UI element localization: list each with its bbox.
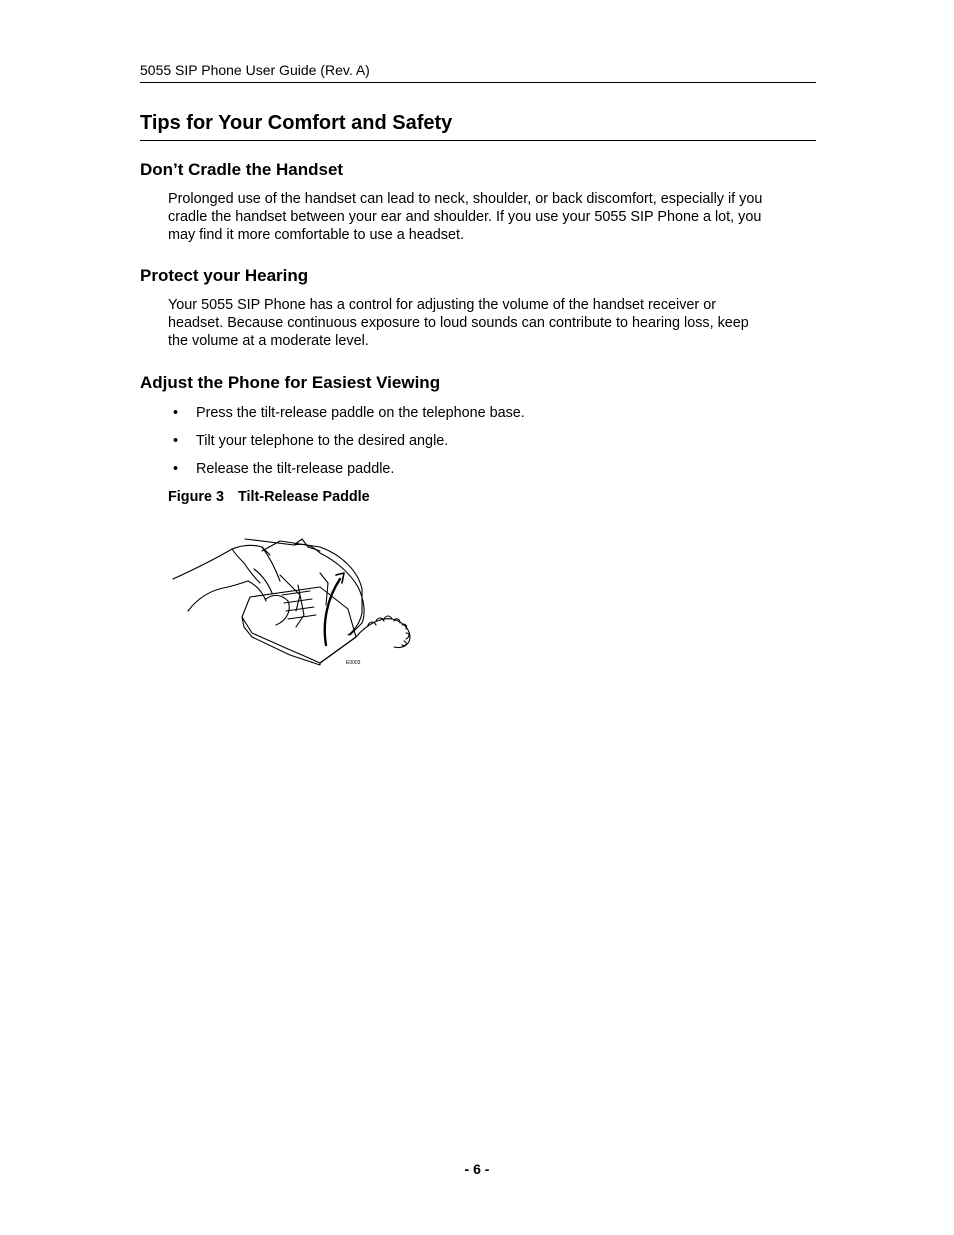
paragraph-line: Prolonged use of the handset can lead to neck, shoulder, or back discomfort, especially if you bbox=[168, 191, 763, 207]
thumb-outline bbox=[232, 549, 260, 583]
page-number: - 6 - bbox=[464, 1161, 490, 1177]
heading-protect-hearing: Protect your Hearing bbox=[140, 266, 309, 285]
cord-coils bbox=[368, 616, 409, 646]
heading-adjust-viewing: Adjust the Phone for Easiest Viewing bbox=[140, 373, 441, 392]
paragraph-line: cradle the handset between your ear and shoulder. If you use your 5055 SIP Phone a lot, you bbox=[168, 209, 762, 225]
heading-cradle-handset: Don’t Cradle the Handset bbox=[140, 160, 344, 179]
figure-code: E0003 bbox=[346, 660, 361, 666]
figure-number: Figure 3 bbox=[168, 489, 224, 505]
coiled-cord bbox=[356, 619, 410, 648]
title-rule bbox=[140, 140, 816, 141]
bullet-list bbox=[168, 404, 525, 488]
list-item-text: Release the tilt-release paddle. bbox=[196, 461, 395, 477]
bullet-icon: • bbox=[173, 405, 179, 421]
handset bbox=[245, 539, 364, 635]
figure-title: Tilt-Release Paddle bbox=[237, 489, 370, 505]
list-item bbox=[168, 460, 525, 488]
list-item-text: Tilt your telephone to the desired angle. bbox=[196, 433, 449, 449]
paragraph-line: may find it more comfortable to use a headset. bbox=[168, 227, 464, 243]
list-item bbox=[168, 432, 525, 460]
list-item-text: Press the tilt-release paddle on the telephone base. bbox=[196, 405, 525, 421]
paragraph-cradle-handset bbox=[168, 190, 818, 244]
paragraph-line: Your 5055 SIP Phone has a control for adjusting the volume of the handset receiver or bbox=[168, 297, 716, 313]
tilt-release-paddle-illustration bbox=[170, 525, 415, 673]
list-item bbox=[168, 404, 525, 432]
figure-caption bbox=[168, 489, 370, 505]
bullet-icon: • bbox=[173, 433, 179, 449]
header-rule bbox=[140, 82, 816, 83]
paragraph-protect-hearing bbox=[168, 296, 818, 350]
section-title: Tips for Your Comfort and Safety bbox=[140, 112, 453, 134]
running-header: 5055 SIP Phone User Guide (Rev. A) bbox=[140, 62, 370, 78]
bullet-icon: • bbox=[173, 461, 179, 477]
paragraph-line: the volume at a moderate level. bbox=[168, 333, 369, 349]
arm-outline bbox=[173, 545, 270, 579]
paragraph-line: headset. Because continuous exposure to loud sounds can contribute to hearing loss, keep bbox=[168, 315, 749, 331]
arm-outline-lower bbox=[188, 581, 248, 611]
